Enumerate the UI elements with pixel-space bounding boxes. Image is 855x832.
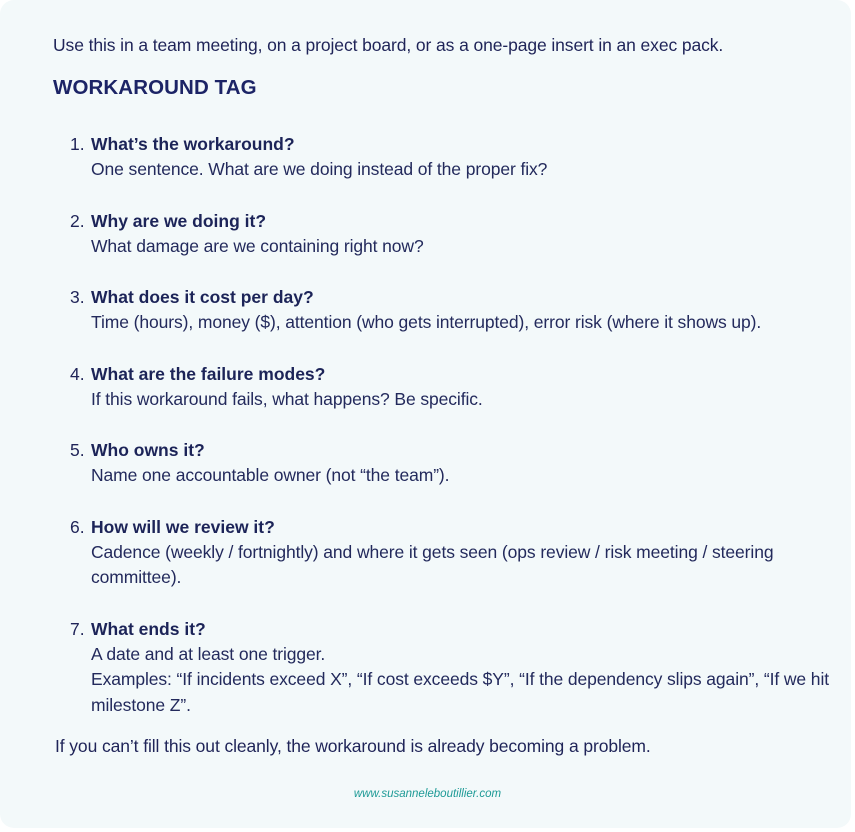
page-title: WORKAROUND TAG — [53, 76, 257, 99]
item-answer: Cadence (weekly / fortnightly) and where it gets seen (ops review / risk meeting / steering committee). — [91, 541, 774, 587]
item-number: 1. — [70, 134, 85, 154]
item-number: 2. — [70, 210, 85, 231]
list-item — [70, 285, 850, 336]
item-number: 7. — [70, 618, 85, 639]
footer-website-link[interactable]: www.susanneleboutillier.com — [353, 788, 502, 800]
item-question: What are the failure modes? — [91, 363, 326, 384]
closing-text: If you can’t fill this out cleanly, the workaround is already becoming a problem. — [55, 736, 651, 756]
item-number: 5. — [70, 440, 85, 460]
item-answer: If this workaround fails, what happens? Be specific. — [91, 388, 483, 409]
item-answer-examples: Examples: “If incidents exceed X”, “If cost exceeds $Y”, “If the dependency slips again”, “If we hit milestone Z”. — [91, 669, 829, 715]
item-answer: What damage are we containing right now? — [91, 235, 424, 256]
item-question: Why are we doing it? — [91, 210, 267, 231]
list-item — [70, 132, 850, 183]
item-question: What’s the workaround? — [91, 134, 295, 154]
item-question: Who owns it? — [91, 440, 205, 460]
item-question: What does it cost per day? — [91, 287, 314, 307]
item-question: What ends it? — [91, 618, 206, 639]
item-answer: One sentence. What are we doing instead of the proper fix? — [91, 159, 548, 179]
item-answer: Time (hours), money ($), attention (who gets interrupted), error risk (where it shows up). — [91, 312, 762, 332]
item-number: 6. — [70, 516, 85, 537]
item-answer: A date and at least one trigger. — [91, 643, 326, 664]
question-list — [70, 132, 850, 744]
item-number: 4. — [70, 363, 85, 384]
list-item — [70, 515, 850, 591]
intro-text: Use this in a team meeting, on a project board, or as a one-page insert in an exec pack. — [53, 35, 724, 55]
list-item — [70, 209, 850, 260]
item-number: 3. — [70, 287, 85, 307]
list-item — [70, 617, 850, 719]
item-question: How will we review it? — [91, 516, 275, 537]
list-item — [70, 438, 850, 489]
list-item — [70, 362, 850, 413]
item-answer: Name one accountable owner (not “the team”). — [91, 465, 450, 485]
